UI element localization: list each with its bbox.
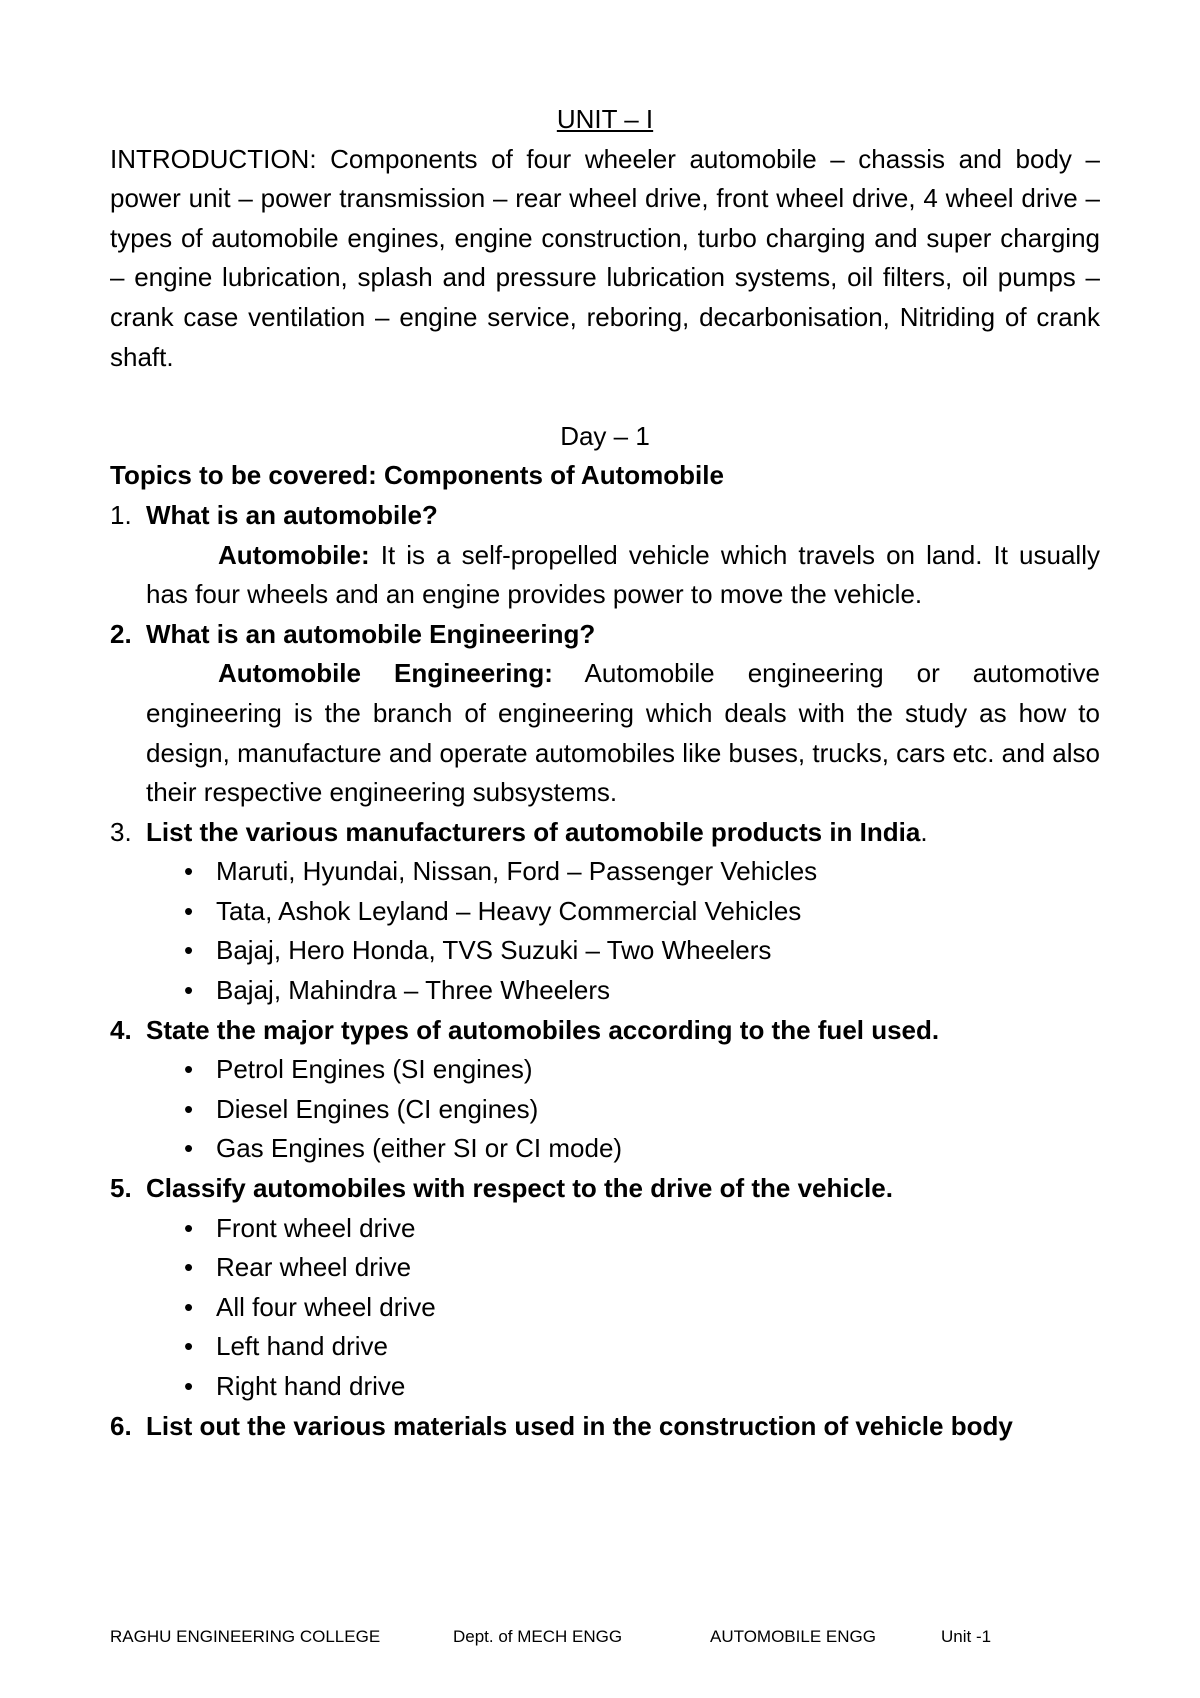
question-6: [110, 1407, 1100, 1447]
list-item-text: Petrol Engines (SI engines): [216, 1054, 533, 1085]
question-text: State the major types of automobiles according to the fuel used.: [146, 1014, 940, 1045]
list-item-text: Bajaj, Mahindra – Three Wheelers: [216, 975, 611, 1006]
bullet-icon: •: [184, 1371, 194, 1401]
list-item: [182, 1327, 1100, 1367]
question-block-3: [110, 813, 1100, 1011]
list-item-text: Rear wheel drive: [216, 1252, 412, 1283]
question-text: Classify automobiles with respect to the drive of the vehicle.: [146, 1173, 893, 1204]
question-2: [110, 615, 1100, 655]
list-item-text: Right hand drive: [216, 1371, 406, 1401]
list-item: [182, 852, 1100, 892]
question-number: 2.: [110, 618, 132, 649]
bullet-list-3: [110, 852, 1100, 1010]
list-item-text: Maruti, Hyundai, Nissan, Ford – Passenger Vehicles: [216, 856, 818, 887]
question-number: 6.: [110, 1410, 132, 1441]
list-item: [182, 931, 1100, 971]
list-item: [182, 1248, 1100, 1288]
footer-college: RAGHU ENGINEERING COLLEGE: [110, 1627, 381, 1646]
bullet-icon: •: [184, 1291, 194, 1322]
question-block-5: [110, 1169, 1100, 1407]
spacer: [110, 377, 1100, 417]
list-item: [182, 1090, 1100, 1130]
list-item-text: Diesel Engines (CI engines): [216, 1093, 539, 1124]
footer-subject: AUTOMOBILE ENGG: [710, 1627, 876, 1646]
question-block-6: [110, 1407, 1100, 1447]
list-item-text: Gas Engines (either SI or CI mode): [216, 1133, 623, 1164]
bullet-icon: •: [184, 1252, 194, 1283]
bullet-icon: •: [184, 935, 194, 966]
question-4: [110, 1011, 1100, 1051]
answer-term: Automobile:: [218, 539, 370, 570]
list-item: [182, 1050, 1100, 1090]
bullet-list-5: [110, 1209, 1100, 1407]
footer-unit: Unit -1: [941, 1627, 992, 1646]
list-item: [182, 1209, 1100, 1249]
question-text: What is an automobile?: [146, 499, 438, 530]
bullet-list-4: [110, 1050, 1100, 1169]
answer-text: It is a self-propelled vehicle which travels on land. It usually has four wheels and an engine provides power to move the vehicle.: [146, 539, 1100, 610]
document-page: [110, 100, 1100, 1446]
introduction-paragraph: INTRODUCTION: Components of four wheeler automobile – chassis and body – power unit – power transmission – rear wheel drive, front wheel drive, 4 wheel drive – types of automobile engines, engine construction, turbo charging and super charging – engine lubrication, splash and pressure lubrication systems, oil filters, oil pumps – crank case ventilation – engine service, reboring, decarbonisation, Nitriding of crank shaft.: [110, 143, 1100, 372]
bullet-icon: •: [184, 1054, 194, 1085]
list-item: [182, 1367, 1100, 1407]
question-number: 5.: [110, 1173, 132, 1204]
list-item-text: Bajaj, Hero Honda, TVS Suzuki – Two Wheelers: [216, 935, 772, 966]
list-item-text: Tata, Ashok Leyland – Heavy Commercial Vehicles: [216, 895, 802, 926]
answer-term: Automobile Engineering:: [218, 658, 553, 689]
question-text: What is an automobile Engineering?: [146, 618, 596, 649]
answer-text: Automobile engineering or automotive engineering is the branch of engineering which deals with the study as how to design, manufacture and operate automobiles like buses, trucks, cars etc. and also their respective engineering subsystems.: [146, 658, 1100, 808]
list-item-text: Left hand drive: [216, 1331, 389, 1362]
question-5: [110, 1169, 1100, 1209]
question-block-4: [110, 1011, 1100, 1169]
bullet-icon: •: [184, 1133, 194, 1164]
footer-dept: Dept. of MECH ENGG: [453, 1627, 623, 1646]
list-item: [182, 1129, 1100, 1169]
day-heading: Day – 1: [560, 420, 650, 451]
question-block-1: [110, 496, 1100, 615]
list-item-text: All four wheel drive: [216, 1291, 436, 1322]
list-item-text: Front wheel drive: [216, 1212, 416, 1243]
question-text: List the various manufacturers of automobile products in India: [146, 816, 921, 847]
question-suffix: .: [920, 816, 928, 847]
question-number: 1.: [110, 499, 132, 530]
list-item: [182, 1288, 1100, 1328]
answer-1: [146, 536, 1100, 615]
topics-heading: Topics to be covered: Components of Automobile: [110, 460, 724, 491]
question-number: 3.: [110, 816, 132, 847]
question-block-2: [110, 615, 1100, 813]
bullet-icon: •: [184, 1331, 194, 1362]
question-text: List out the various materials used in the construction of vehicle body: [146, 1410, 1013, 1441]
question-3: [110, 813, 1100, 853]
bullet-icon: •: [184, 895, 194, 926]
list-item: [182, 971, 1100, 1011]
question-number: 4.: [110, 1014, 132, 1045]
answer-2: [146, 654, 1100, 812]
bullet-icon: •: [184, 975, 194, 1006]
bullet-icon: •: [184, 856, 194, 887]
bullet-icon: •: [184, 1212, 194, 1243]
unit-heading: UNIT – I: [556, 104, 654, 134]
list-item: [182, 892, 1100, 932]
question-1: [110, 496, 1100, 536]
bullet-icon: •: [184, 1093, 194, 1124]
